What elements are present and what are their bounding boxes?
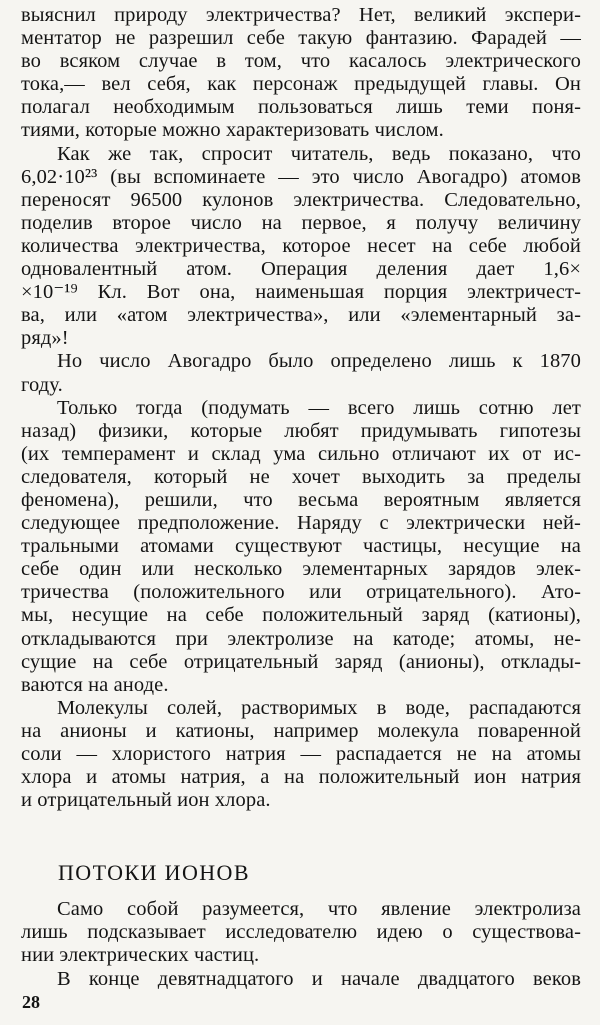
text-line: откладываются при электролизе на катоде; атомы, не-	[21, 627, 581, 650]
text-line: ваются на аноде.	[21, 673, 169, 696]
text-line: 6,02·10²³ (вы вспоминаете — это число Авогадро) атомов	[21, 165, 581, 188]
paragraph	[21, 350, 581, 396]
paragraph	[21, 143, 581, 351]
text-line: тральными атомами существуют частицы, несущие на	[21, 535, 581, 558]
section-gap	[21, 812, 581, 859]
text-line: ×10⁻¹⁹ Кл. Вот она, наименьшая порция электричест-	[21, 281, 581, 304]
text-line: Молекулы солей, растворимых в воде, распадаются	[57, 696, 581, 719]
text-line: тричества (положительного или отрицательного). Ато-	[21, 581, 581, 604]
text-line: феномена), решили, что весьма вероятным является	[21, 488, 581, 511]
text-line: Само собой разумеется, что явление электролиза	[57, 898, 581, 921]
paragraph	[21, 898, 581, 967]
text-line: следователя, который не хочет выходить за пределы	[21, 465, 581, 488]
text-line: В конце девятнадцатого и начале двадцатого веков	[57, 967, 581, 990]
text-line: на анионы и катионы, например молекула поваренной	[21, 719, 581, 742]
text-line: поделив второе число на первое, я получу величину	[21, 211, 581, 234]
text-line: и отрицательный ион хлора.	[21, 789, 271, 812]
text-line: ва, или «атом электричества», или «элементарный за-	[21, 304, 581, 327]
text-line: одновалентный атом. Операция деления дает 1,6×	[21, 258, 581, 281]
page-body	[21, 4, 581, 991]
text-line: году.	[21, 373, 63, 396]
section-heading: ПОТОКИ ИОНОВ	[58, 860, 250, 886]
paragraph	[21, 968, 581, 991]
text-line: лишь подсказывает исследователю идею о существова-	[21, 921, 581, 944]
page-number: 28	[22, 992, 40, 1012]
paragraph	[21, 697, 581, 812]
text-line: мы, несущие на себе положительный заряд (катионы),	[21, 604, 581, 627]
text-line: соли — хлористого натрия — распадается не на атомы	[21, 743, 581, 765]
text-line: Только тогда (подумать — всего лишь сотню лет	[57, 396, 581, 419]
paragraph	[21, 4, 581, 143]
text-line: назад) физики, которые любят придумывать гипотезы	[21, 419, 581, 442]
text-line: Но число Авогадро было определено лишь к 1870	[57, 350, 581, 373]
text-line: ряд»!	[21, 327, 69, 350]
text-line: во всяком случае в том, что касалось электрического	[21, 50, 581, 73]
text-line: тока,— вел себя, как персонаж предыдущей главы. Он	[21, 73, 581, 96]
text-line: переносят 96500 кулонов электричества. Следовательно,	[21, 188, 581, 211]
text-line: хлора и атомы натрия, а на положительный ион натрия	[21, 766, 581, 789]
text-line: нии электрических частиц.	[21, 944, 260, 967]
text-line: ментатор не разрешил себе такую фантазию. Фарадей —	[21, 27, 581, 50]
paragraph	[21, 397, 581, 697]
text-line: следующее предположение. Наряду с электрически ней-	[21, 512, 581, 535]
text-line: себе один или несколько элементарных зарядов элек-	[21, 558, 581, 581]
text-line: (их темперамент и склад ума сильно отличают их от ис-	[21, 442, 581, 465]
text-line: количества электричества, которое несет на себе любой	[21, 234, 581, 257]
text-line: полагал необходимым пользоваться лишь теми поня-	[21, 96, 581, 119]
text-line: тиями, которые можно характеризовать числом.	[21, 119, 444, 142]
text-line: сущие на себе отрицательный заряд (анионы), отклады-	[21, 650, 581, 673]
text-line: Как же так, спросит читатель, ведь показано, что	[57, 142, 581, 165]
text-line: выяснил природу электричества? Нет, великий экспери-	[21, 4, 581, 26]
